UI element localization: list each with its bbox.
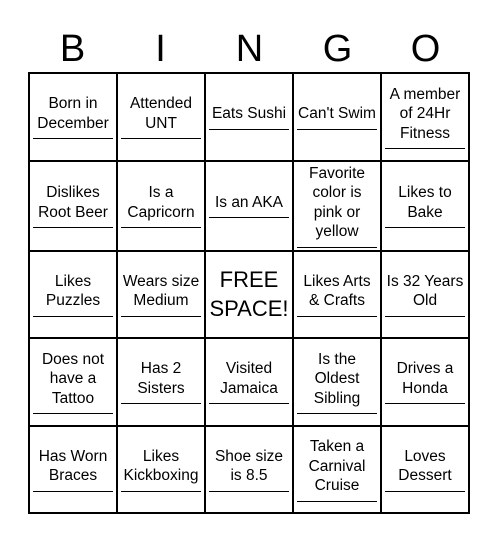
bingo-cell[interactable] — [381, 426, 469, 514]
cell-text: Wears size Medium — [122, 272, 200, 310]
header-letter-n: N — [235, 28, 264, 70]
signature-line — [33, 316, 113, 317]
signature-line — [121, 316, 201, 317]
bingo-cell[interactable] — [205, 73, 293, 161]
cell-text: Likes to Bake — [398, 184, 452, 221]
bingo-cell[interactable] — [293, 161, 381, 251]
cell-text: Is a Capricorn — [127, 184, 195, 221]
header-letter-b: B — [59, 28, 86, 70]
cell-text: Born in December — [37, 95, 109, 132]
cell-text: Drives a Honda — [396, 360, 454, 397]
cell-text: Shoe size is 8.5 — [214, 447, 284, 485]
cell-text: Favorite color is pink or yellow — [309, 164, 365, 240]
bingo-cell[interactable] — [117, 426, 205, 514]
bingo-cell[interactable] — [205, 426, 293, 514]
cell-text: Likes Kickboxing — [123, 447, 199, 485]
bingo-cell[interactable] — [293, 338, 381, 426]
bingo-cell[interactable] — [293, 426, 381, 514]
cell-text: Likes Puzzles — [45, 272, 101, 310]
signature-line — [121, 403, 201, 404]
signature-line — [33, 138, 113, 139]
bingo-header — [28, 24, 470, 74]
bingo-cell[interactable] — [381, 338, 469, 426]
cell-text: Has 2 Sisters — [137, 360, 185, 397]
signature-line — [385, 491, 465, 492]
signature-line — [209, 129, 289, 130]
signature-line — [385, 403, 465, 404]
signature-line — [121, 491, 201, 492]
cell-text: Likes Arts & Crafts — [303, 272, 371, 310]
bingo-cell[interactable] — [117, 73, 205, 161]
bingo-cell[interactable] — [205, 161, 293, 251]
bingo-cell[interactable] — [29, 251, 117, 339]
bingo-cell[interactable] — [117, 161, 205, 251]
signature-line — [297, 316, 377, 317]
signature-line — [385, 316, 465, 317]
bingo-cell[interactable] — [29, 161, 117, 251]
cell-text: Dislikes Root Beer — [38, 184, 108, 221]
bingo-card-grid — [28, 72, 470, 514]
bingo-cell[interactable] — [381, 251, 469, 339]
free-space-text: FREE SPACE! — [209, 267, 289, 322]
bingo-cell[interactable] — [293, 251, 381, 339]
cell-text: Is the Oldest Sibling — [313, 350, 361, 407]
bingo-cell[interactable] — [117, 251, 205, 339]
signature-line — [209, 403, 289, 404]
cell-text: Can't Swim — [298, 105, 376, 122]
signature-line — [385, 227, 465, 228]
bingo-cell[interactable] — [205, 338, 293, 426]
cell-text: A member of 24Hr Fitness — [389, 85, 461, 142]
bingo-cell[interactable] — [293, 73, 381, 161]
cell-text: Eats Sushi — [211, 105, 287, 122]
signature-line — [297, 129, 377, 130]
cell-text: Visited Jamaica — [220, 360, 278, 397]
header-letter-i: I — [155, 28, 166, 70]
signature-line — [297, 501, 377, 502]
bingo-cell[interactable] — [29, 426, 117, 514]
bingo-cell[interactable] — [117, 338, 205, 426]
header-letter-g: G — [322, 28, 353, 70]
signature-line — [121, 227, 201, 228]
bingo-cell[interactable] — [29, 338, 117, 426]
cell-text: Attended UNT — [129, 95, 193, 132]
cell-text: Has Worn Braces — [38, 447, 108, 485]
cell-text: Loves Dessert — [398, 447, 452, 485]
signature-line — [121, 138, 201, 139]
signature-line — [297, 413, 377, 414]
signature-line — [33, 413, 113, 414]
signature-line — [33, 491, 113, 492]
signature-line — [209, 491, 289, 492]
cell-text: Does not have a Tattoo — [41, 350, 105, 407]
bingo-cell[interactable] — [381, 161, 469, 251]
bingo-cell[interactable] — [381, 73, 469, 161]
signature-line — [209, 217, 289, 218]
bingo-cell[interactable] — [29, 73, 117, 161]
header-letter-o: O — [410, 28, 441, 70]
cell-text: Taken a Carnival Cruise — [308, 438, 366, 494]
signature-line — [385, 148, 465, 149]
signature-line — [297, 247, 377, 248]
cell-text: Is 32 Years Old — [386, 272, 464, 310]
free-space-cell[interactable] — [205, 251, 293, 339]
signature-line — [33, 227, 113, 228]
cell-text: Is an AKA — [214, 193, 284, 211]
